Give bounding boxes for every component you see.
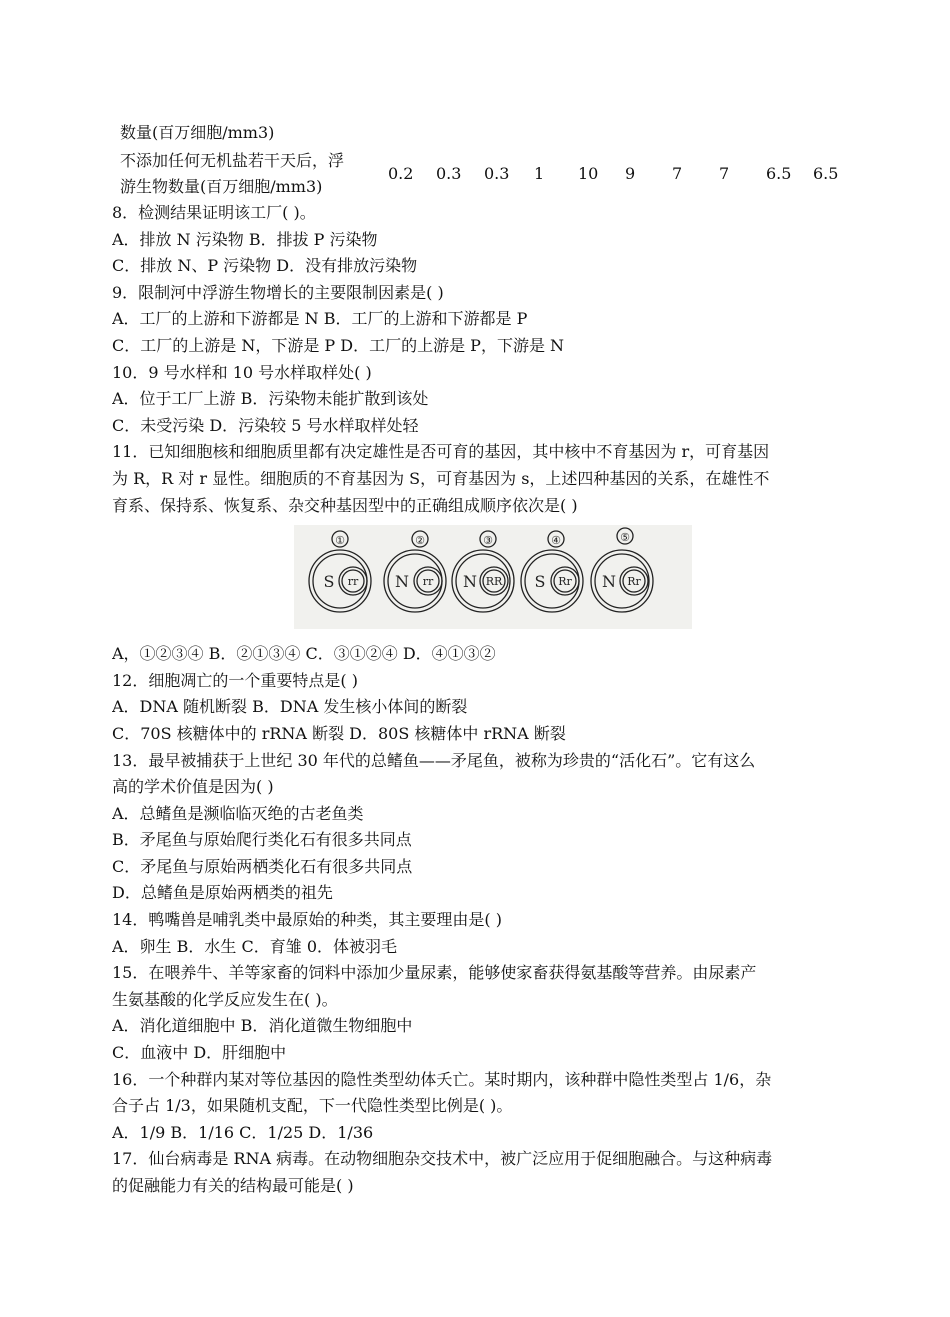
row-values xyxy=(382,161,862,187)
table-cell: 6.5 xyxy=(813,164,839,183)
table-cell: 6.5 xyxy=(766,164,792,183)
cell-4 xyxy=(521,531,583,612)
text-line: 12．细胞凋亡的一个重要特点是( ) xyxy=(112,670,358,690)
svg-text:rr: rr xyxy=(422,575,434,589)
table-cell: 0.2 xyxy=(388,164,414,183)
text-line: 10．9 号水样和 10 号水样取样处( ) xyxy=(112,362,372,382)
text-line: A．工厂的上游和下游都是 N B．工厂的上游和下游都是 P xyxy=(112,309,528,329)
table-cell: 0.3 xyxy=(484,164,510,183)
text-line: C．未受污染 D．污染较 5 号水样取样处轻 xyxy=(112,415,419,435)
text-line: A．总鳍鱼是濒临临灭绝的古老鱼类 xyxy=(112,803,364,823)
text-line: C．工厂的上游是 N，下游是 P D．工厂的上游是 P，下游是 N xyxy=(112,335,565,355)
text-line: 9．限制河中浮游生物增长的主要限制因素是( ) xyxy=(112,282,444,302)
svg-text:N: N xyxy=(463,572,477,592)
text-line: 11．已知细胞核和细胞质里都有决定雄性是否可育的基因，其中核中不育基因为 r，可育基因 xyxy=(112,442,770,462)
svg-text:RR: RR xyxy=(485,575,503,589)
table-cell: 7 xyxy=(672,164,683,183)
text-line: 16．一个种群内某对等位基因的隐性类型幼体夭亡。某时期内，该种群中隐性类型占 1/6，杂 xyxy=(112,1069,772,1089)
cell-3 xyxy=(452,531,514,612)
text-line: C．70S 核糖体中的 rRNA 断裂 D．80S 核糖体中 rRNA 断裂 xyxy=(112,723,566,743)
row-label: 数量(百万细胞/mm3) xyxy=(120,123,275,142)
text-line: 合子占 1/3，如果随机支配，下一代隐性类型比例是( )。 xyxy=(112,1096,513,1116)
text-line: C．血液中 D．肝细胞中 xyxy=(112,1043,287,1063)
text-line: A，①②③④ B．②①③④ C．③①②④ D．④①③② xyxy=(112,644,496,664)
text-line: A．卵生 B．水生 C．育雏 0．体被羽毛 xyxy=(112,936,397,956)
cell-2 xyxy=(384,531,446,612)
row-label: 不添加任何无机盐若干天后，浮 游生物数量(百万细胞/mm3) xyxy=(120,151,345,196)
svg-text:N: N xyxy=(395,572,409,592)
text-line: 生氨基酸的化学反应发生在( )。 xyxy=(112,989,338,1009)
text-line: A．位于工厂上游 B．污染物未能扩散到该处 xyxy=(112,389,429,409)
text-line: A．1/9 B．1/16 C．1/25 D．1/36 xyxy=(112,1122,374,1142)
text-line: 15．在喂养牛、羊等家畜的饲料中添加少量尿素，能够使家畜获得氨基酸等营养。由尿素产 xyxy=(112,963,757,983)
table-cell: 0.3 xyxy=(436,164,462,183)
text-line: C．矛尾鱼与原始两栖类化石有很多共同点 xyxy=(112,856,413,876)
text-line: 8．检测结果证明该工厂( )。 xyxy=(112,203,316,222)
text-line: 17．仙台病毒是 RNA 病毒。在动物细胞杂交技术中，被广泛应用于促细胞融合。与这种病毒 xyxy=(112,1149,773,1169)
svg-text:Rr: Rr xyxy=(558,575,572,589)
cell-genotype-figure xyxy=(294,525,692,629)
text-line: 13．最早被捕获于上世纪 30 年代的总鳍鱼——矛尾鱼，被称为珍贵的“活化石”。它有这么 xyxy=(112,750,756,770)
svg-text:③: ③ xyxy=(483,534,493,548)
svg-text:①: ① xyxy=(335,534,345,548)
figure-area xyxy=(112,519,842,641)
table-row xyxy=(120,148,860,200)
svg-text:S: S xyxy=(323,572,335,592)
text-line: A．排放 N 污染物 B．排拔 P 污染物 xyxy=(112,229,378,249)
text-line: C．排放 N、P 污染物 D．没有排放污染物 xyxy=(112,256,418,276)
table-cell: 10 xyxy=(578,164,599,183)
svg-text:④: ④ xyxy=(551,534,561,548)
table-cell: 7 xyxy=(719,164,730,183)
text-line: 的促融能力有关的结构最可能是( ) xyxy=(112,1176,354,1195)
cell-5 xyxy=(591,528,653,612)
svg-text:N: N xyxy=(602,572,616,592)
text-line: 为 R，R 对 r 显性。细胞质的不育基因为 S，可育基因为 s，上述四种基因的关系，在雄性不 xyxy=(112,468,770,488)
cell-1 xyxy=(309,531,371,612)
table-cell: 9 xyxy=(625,164,636,183)
text-line: 高的学术价值是因为( ) xyxy=(112,777,274,797)
svg-text:②: ② xyxy=(415,534,425,548)
svg-text:rr: rr xyxy=(347,575,359,589)
cell-diagram xyxy=(294,525,692,629)
table-cell: 1 xyxy=(534,164,545,183)
text-line: A．DNA 随机断裂 B．DNA 发生核小体间的断裂 xyxy=(112,697,468,717)
svg-text:S: S xyxy=(534,572,546,592)
text-line: 14．鸭嘴兽是哺乳类中最原始的种类，其主要理由是( ) xyxy=(112,910,502,930)
table-row xyxy=(120,118,860,148)
question-text xyxy=(112,200,842,1200)
svg-text:Rr: Rr xyxy=(627,575,641,589)
text-line: D．总鳍鱼是原始两栖类的祖先 xyxy=(112,883,333,903)
text-line: B．矛尾鱼与原始爬行类化石有很多共同点 xyxy=(112,830,412,850)
text-line: A．消化道细胞中 B．消化道微生物细胞中 xyxy=(112,1016,413,1036)
text-line: 育系、保持系、恢复系、杂交种基因型中的正确组成顺序依次是( ) xyxy=(112,495,578,515)
svg-text:⑤: ⑤ xyxy=(620,531,630,545)
data-table-fragment xyxy=(120,118,860,200)
